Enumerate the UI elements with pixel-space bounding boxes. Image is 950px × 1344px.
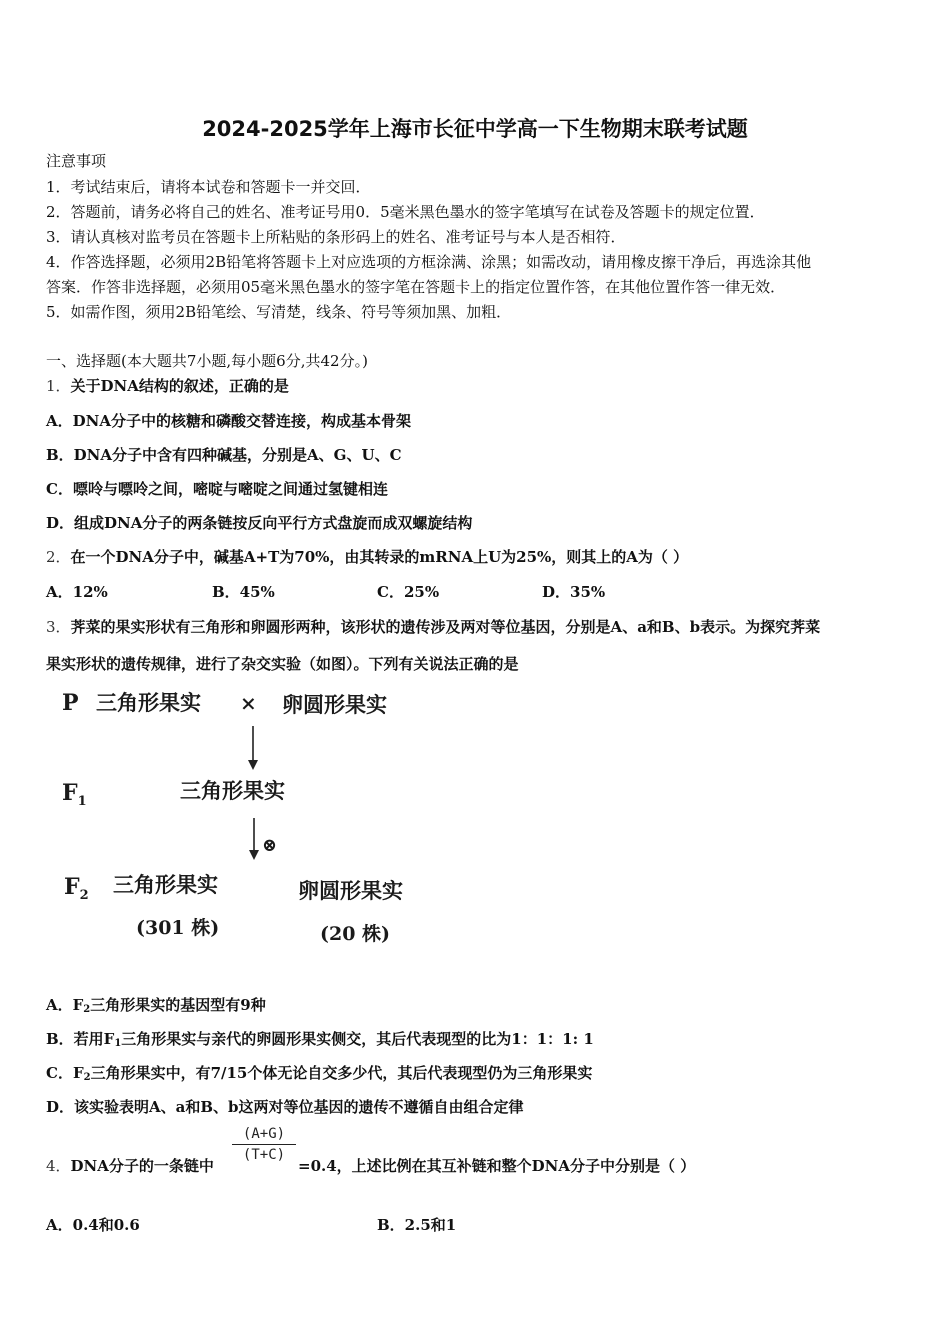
question-number: 4． (46, 1157, 71, 1175)
notice-item-2: 2．答题前，请务必将自己的姓名、准考证号用0．5毫米黑色墨水的签字笔填写在试卷及答题卡的规定位置． (46, 203, 765, 221)
question-3 (46, 616, 820, 637)
q1-option-b: B．DNA分子中含有四种碱基，分别是A、G、U、C (46, 446, 402, 464)
notice-item-4-cont: 答案．作答非选择题，必须用05毫米黑色墨水的签字笔在答题卡上的指定位置作答，在其他位置作答一律无效． (46, 278, 786, 296)
diagram-cross-symbol: × (240, 691, 257, 715)
question-3-cont: 果实形状的遗传规律，进行了杂交实验（如图）。下列有关说法正确的是 (46, 655, 519, 673)
diagram-arrowhead-2 (249, 850, 259, 860)
diagram-selfing-symbol: ⊗ (262, 835, 278, 856)
question-stem-line-1: 荠菜的果实形状有三角形和卵圆形两种，该形状的遗传涉及两对等位基因，分别是A、a和B、b表示。为探究荠菜 (70, 618, 821, 636)
cross-diagram (58, 680, 418, 950)
diagram-f2-right: 卵圆形果实 (298, 878, 403, 903)
diagram-f2-left: 三角形果实 (113, 872, 218, 897)
diagram-f1-text: 三角形果实 (180, 778, 285, 803)
question-number: 2． (46, 548, 71, 566)
fraction-numerator: (A+G) (242, 1126, 286, 1142)
q3-option-c: C．$F_2$三角形果实中，有7/15个体无论自交多少代，其后代表现型仍为三角形果实 (46, 1064, 593, 1083)
question-number: 3． (46, 618, 71, 636)
notice-item-3: 3．请认真核对监考员在答题卡上所粘贴的条形码上的姓名、准考证号与本人是否相符． (46, 228, 626, 246)
question-stem: 在一个DNA分子中，碱基A+T为70%，由其转录的mRNA上U为25%，则其上的A为（ ） (70, 548, 689, 566)
question-4 (46, 1155, 214, 1176)
diagram-f2-right-count: (20 株) (320, 923, 391, 945)
q3-option-b: B．若用$F_1$三角形果实与亲代的卵圆形果实侧交，其后代表现型的比为1：1：1: 1 (46, 1030, 594, 1049)
diagram-arrowhead-1 (248, 760, 258, 770)
q2-option-d: D．35% (542, 583, 606, 601)
notice-item-4: 4．作答选择题，必须用2B铅笔将答题卡上对应选项的方框涂满、涂黑；如需改动，请用橡皮擦干净后，再选涂其他 (46, 253, 812, 271)
question-stem: 关于DNA结构的叙述，正确的是 (70, 377, 289, 395)
q2-option-a: A．12% (46, 583, 108, 601)
q4-option-b: B．2.5和1 (377, 1216, 457, 1234)
q1-option-d: D．组成DNA分子的两条链按反向平行方式盘旋而成双螺旋结构 (46, 514, 473, 532)
q2-option-c: C．25% (377, 583, 440, 601)
section-heading: 一、选择题(本大题共7小题,每小题6分,共42分。) (46, 352, 368, 370)
diagram-f2-left-count: (301 株) (136, 917, 220, 939)
page-title: 2024-2025学年上海市长征中学高一下生物期末联考试题 (202, 117, 748, 141)
question-number: 1． (46, 377, 71, 395)
diagram-p-label: P (62, 690, 79, 716)
q1-option-a: A．DNA分子中的核糖和磷酸交替连接，构成基本骨架 (46, 412, 411, 430)
fraction-bar (232, 1144, 296, 1145)
ratio-fraction (232, 1126, 296, 1163)
diagram-p-right: 卵圆形果实 (282, 692, 387, 717)
diagram-p-left: 三角形果实 (96, 690, 201, 715)
notice-heading: 注意事项 (46, 152, 107, 170)
question-1 (46, 375, 289, 396)
diagram-f1-label: $F_1$ (62, 780, 87, 809)
q4-option-a: A．0.4和0.6 (46, 1216, 140, 1234)
q3-option-d: D．该实验表明A、a和B、b这两对等位基因的遗传不遵循自由组合定律 (46, 1098, 524, 1116)
fraction-denominator: (T+C) (242, 1147, 286, 1163)
q2-option-b: B．45% (212, 583, 275, 601)
notice-item-5: 5．如需作图，须用2B铅笔绘、写清楚，线条、符号等须加黑、加粗． (46, 303, 512, 321)
question-stem-pre: DNA分子的一条链中 (70, 1157, 214, 1175)
q3-option-a: A．$F_2$三角形果实的基因型有9种 (46, 996, 266, 1015)
question-2 (46, 546, 688, 567)
question-4-stem-post: =0.4，上述比例在其互补链和整个DNA分子中分别是（ ） (298, 1157, 696, 1175)
notice-item-1: 1．考试结束后，请将本试卷和答题卡一并交回． (46, 178, 371, 196)
diagram-f2-label: $F_2$ (64, 874, 89, 903)
q1-option-c: C．嘌呤与嘌呤之间，嘧啶与嘧啶之间通过氢键相连 (46, 480, 388, 498)
